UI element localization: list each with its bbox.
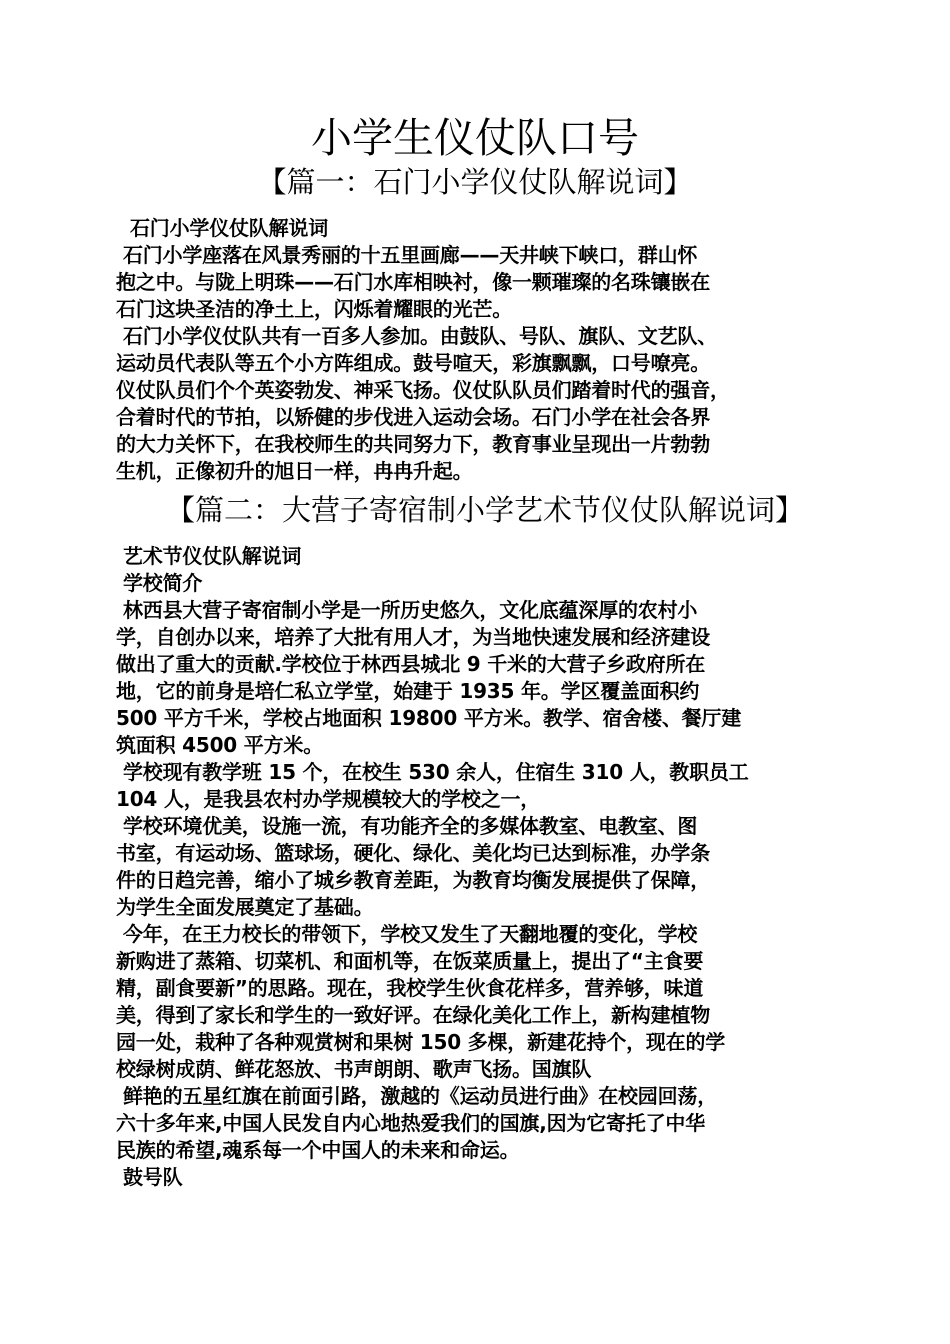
paragraph-line: 件的日趋完善，缩小了城乡教育差距，为教育均衡发展提供了保障， <box>116 868 710 892</box>
paragraph-line: 石门小学仪仗队共有一百多人参加。由鼓队、号队、旗队、文艺队、 <box>123 324 717 348</box>
paragraph-line: 园一处，栽种了各种观赏树和果树 150 多棵，新建花持个，现在的学 <box>116 1030 726 1054</box>
paragraph-line: 今年，在王力校长的带领下，学校又发生了天翻地覆的变化，学校 <box>123 922 698 946</box>
paragraph-line: 新购进了蒸箱、切菜机、和面机等，在饭菜质量上，提出了“主食要 <box>116 949 704 973</box>
subheading-drum-band: 鼓号队 <box>123 1165 183 1189</box>
section-1-subtitle: 石门小学仪仗队解说词 <box>130 216 328 240</box>
paragraph-line: 104 人，是我县农村办学规模较大的学校之一， <box>116 787 541 811</box>
paragraph-line: 石门小学座落在风景秀丽的十五里画廊——天井峡下峡口，群山怀 <box>123 243 698 267</box>
paragraph-line: 合着时代的节拍，以矫健的步伐进入运动会场。石门小学在社会各界 <box>116 405 710 429</box>
paragraph-line: 林西县大营子寄宿制小学是一所历史悠久，文化底蕴深厚的农村小 <box>123 598 698 622</box>
paragraph-line: 学，自创办以来，培养了大批有用人才，为当地快速发展和经济建设 <box>116 625 710 649</box>
section-1-heading: 【篇一：石门小学仪仗队解说词】 <box>257 165 693 199</box>
paragraph-line: 鲜艳的五星红旗在前面引路，激越的《运动员进行曲》在校园回荡， <box>123 1084 717 1108</box>
paragraph-line: 500 平方千米，学校占地面积 19800 平方米。教学、宿舍楼、餐厅建 <box>116 706 742 730</box>
paragraph-line: 做出了重大的贡献.学校位于林西县城北 9 千米的大营子乡政府所在 <box>116 652 706 676</box>
paragraph-line: 地，它的前身是培仁私立学堂，始建于 1935 年。学区覆盖面积约 <box>116 679 700 703</box>
paragraph-line: 为学生全面发展奠定了基础。 <box>116 895 374 919</box>
subheading-school-intro: 学校简介 <box>123 571 203 595</box>
paragraph-line: 抱之中。与陇上明珠——石门水库相映衬，像一颗璀璨的名珠镶嵌在 <box>116 270 710 294</box>
paragraph-line: 学校现有教学班 15 个，在校生 530 余人，住宿生 310 人，教职员工 <box>123 760 749 784</box>
document-title: 小学生仪仗队口号 <box>311 114 639 162</box>
paragraph-line: 精，副食要新”的思路。现在，我校学生伙食花样多，营养够，味道 <box>116 976 704 1000</box>
paragraph-line: 校绿树成荫、鲜花怒放、书声朗朗、歌声飞扬。国旗队 <box>116 1057 592 1081</box>
paragraph-line: 仪仗队员们个个英姿勃发、神采飞扬。仪仗队队员们踏着时代的强音， <box>116 378 730 402</box>
paragraph-line: 书室，有运动场、篮球场，硬化、绿化、美化均已达到标准，办学条 <box>116 841 710 865</box>
paragraph-line: 生机，正像初升的旭日一样，冉冉升起。 <box>116 459 473 483</box>
section-2-subtitle: 艺术节仪仗队解说词 <box>123 544 302 568</box>
paragraph-line: 美，得到了家长和学生的一致好评。在绿化美化工作上，新构建植物 <box>116 1003 710 1027</box>
paragraph-line: 筑面积 4500 平方米。 <box>116 733 323 757</box>
section-2-body <box>116 543 840 1191</box>
paragraph-line: 运动员代表队等五个小方阵组成。鼓号喧天，彩旗飘飘，口号嘹亮。 <box>116 351 710 375</box>
paragraph-line: 的大力关怀下，在我校师生的共同努力下，教育事业呈现出一片勃勃 <box>116 432 710 456</box>
paragraph-line: 六十多年来,中国人民发自内心地热爱我们的国旗,因为它寄托了中华 <box>116 1111 705 1135</box>
section-1-body <box>116 215 840 485</box>
paragraph-line: 学校环境优美，设施一流，有功能齐全的多媒体教室、电教室、图 <box>123 814 698 838</box>
paragraph-line: 民族的希望,魂系每一个中国人的未来和命运。 <box>116 1138 520 1162</box>
section-2-heading: 【篇二：大营子寄宿制小学艺术节仪仗队解说词】 <box>165 493 804 527</box>
paragraph-line: 石门这块圣洁的净土上，闪烁着耀眼的光芒。 <box>116 297 512 321</box>
